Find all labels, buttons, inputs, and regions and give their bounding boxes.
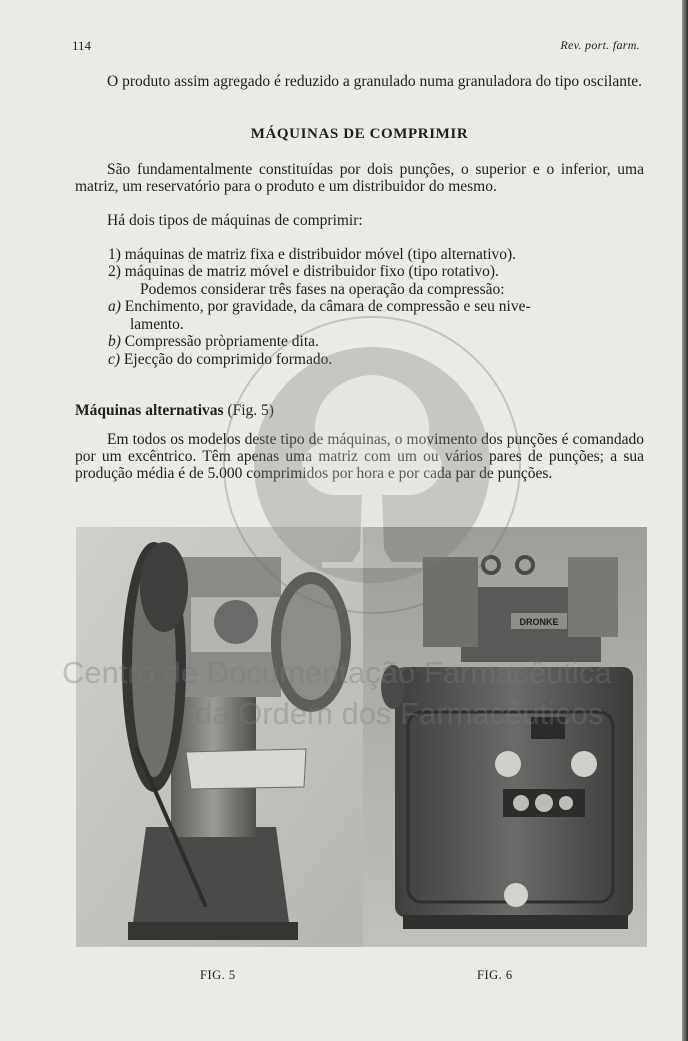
phases-paragraph: Podemos considerar três fases na operação da compressão: <box>140 281 505 298</box>
list-item: 2) máquinas de matriz móvel e distribuidor fixo (tipo rotativo). <box>108 263 499 280</box>
watermark-text: da Ordem dos Farmacêuticos <box>195 696 604 731</box>
phase-letter: c) <box>108 351 121 368</box>
types-paragraph: Há dois tipos de máquinas de comprimir: <box>107 212 363 229</box>
list-item: 1) máquinas de matriz fixa e distribuidor móvel (tipo alternativo). <box>108 246 517 263</box>
phase-text-continuation: lamento. <box>130 316 184 333</box>
figure-6-photo <box>363 527 647 947</box>
page-edge <box>682 0 688 1041</box>
phase-letter: a) <box>108 298 121 315</box>
definition-paragraph: São fundamentalmente constituídas por dois punções, o superior e o inferior, uma matriz, um reservatório para o produto e um distribuidor do mesmo. <box>75 161 644 195</box>
alternative-press-image <box>76 527 363 947</box>
phase-item <box>108 351 332 368</box>
journal-title: Rev. port. farm. <box>560 38 640 52</box>
machine-nameplate: DRONKE <box>519 617 559 627</box>
phase-text: Ejecção do comprimido formado. <box>123 351 333 368</box>
phase-text: Compressão pròpriamente dita. <box>124 333 319 350</box>
subsection-title: Máquinas alternativas <box>75 402 224 419</box>
watermark-text: Centro de Documentação Farmacêutica <box>62 655 612 690</box>
page-number: 114 <box>72 38 92 53</box>
section-title: MÁQUINAS DE COMPRIMIR <box>250 126 469 142</box>
phase-text: Enchimento, por gravidade, da câmara de compressão e seu nive- <box>124 298 531 315</box>
figure-5-photo <box>76 527 363 947</box>
phase-letter: b) <box>108 333 121 350</box>
phase-item <box>108 333 319 350</box>
figure-5-caption: FIG. 5 <box>200 968 236 982</box>
figure-reference: (Fig. 5) <box>227 402 274 419</box>
intro-paragraph: O produto assim agregado é reduzido a granulado numa granuladora do tipo oscilante. <box>107 73 643 90</box>
figure-6-caption: FIG. 6 <box>477 968 513 982</box>
rotary-press-image <box>363 527 647 947</box>
subsection-heading <box>75 402 274 420</box>
alternative-machines-paragraph: Em todos os modelos deste tipo de máquinas, o movimento dos punções é comandado por um excêntrico. Têm apenas uma matriz com um ou vários pares de punções; a sua produção média é de 5.000 comprimidos por hora e por cada par de punções. <box>75 431 644 482</box>
phase-item <box>108 298 531 315</box>
